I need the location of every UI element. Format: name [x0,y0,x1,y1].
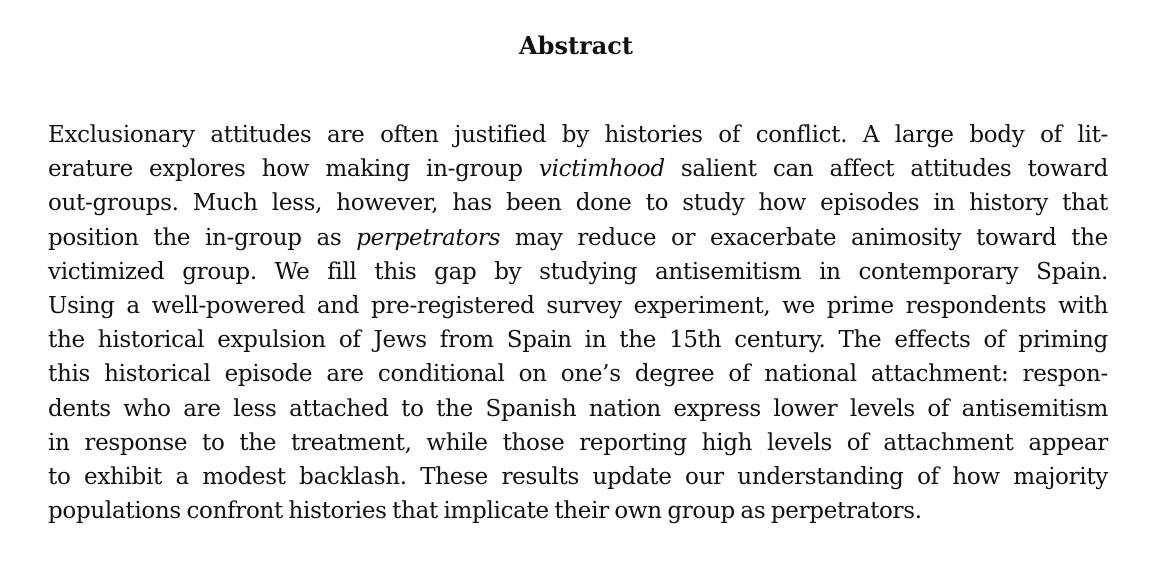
abstract-text: out-groups. Much less, however, has been done to study how episodes in history that [48,190,1108,217]
abstract-line [48,152,1108,186]
abstract-text: populations confront histories that implicate their own group as perpetrators. [48,498,922,525]
abstract-line [48,323,1108,357]
abstract-text: Using a well-powered and pre-registered survey experiment, we prime respondents with [48,293,1108,320]
abstract-text: in response to the treatment, while those reporting high levels of attachment appear [48,429,1108,456]
abstract-text: victimized group. We fill this gap by studying antisemitism in contemporary Spain. [48,258,1108,285]
abstract-text: may reduce or exacerbate animosity toward the [500,224,1108,251]
abstract-line [48,494,1108,528]
abstract-text: the historical expulsion of Jews from Spain in the 15th century. The effects of priming [48,327,1108,354]
abstract-text: erature explores how making in-group [48,156,539,183]
abstract-line [48,255,1108,289]
abstract-paragraph [48,118,1108,528]
abstract-text: position the in-group as [48,224,357,251]
emphasized-term: perpetrators [356,224,501,251]
abstract-line [48,357,1108,391]
abstract-line [48,118,1108,152]
abstract-text: to exhibit a modest backlash. These results update our understanding of how majority [48,464,1108,491]
abstract-text: this historical episode are conditional on one’s degree of national attachment: respon- [48,361,1108,388]
abstract-line [48,460,1108,494]
abstract-line [48,392,1108,426]
abstract-line [48,289,1108,323]
abstract-line [48,221,1108,255]
abstract-line [48,426,1108,460]
emphasized-term: victimhood [538,156,665,183]
abstract-text: dents who are less attached to the Spanish nation express lower levels of antisemitism [48,395,1108,422]
abstract-line [48,186,1108,220]
abstract-heading: Abstract [519,31,633,60]
abstract-text: Exclusionary attitudes are often justified by histories of conflict. A large body of lit- [48,122,1108,148]
abstract-text: salient can affect attitudes toward [664,156,1109,183]
